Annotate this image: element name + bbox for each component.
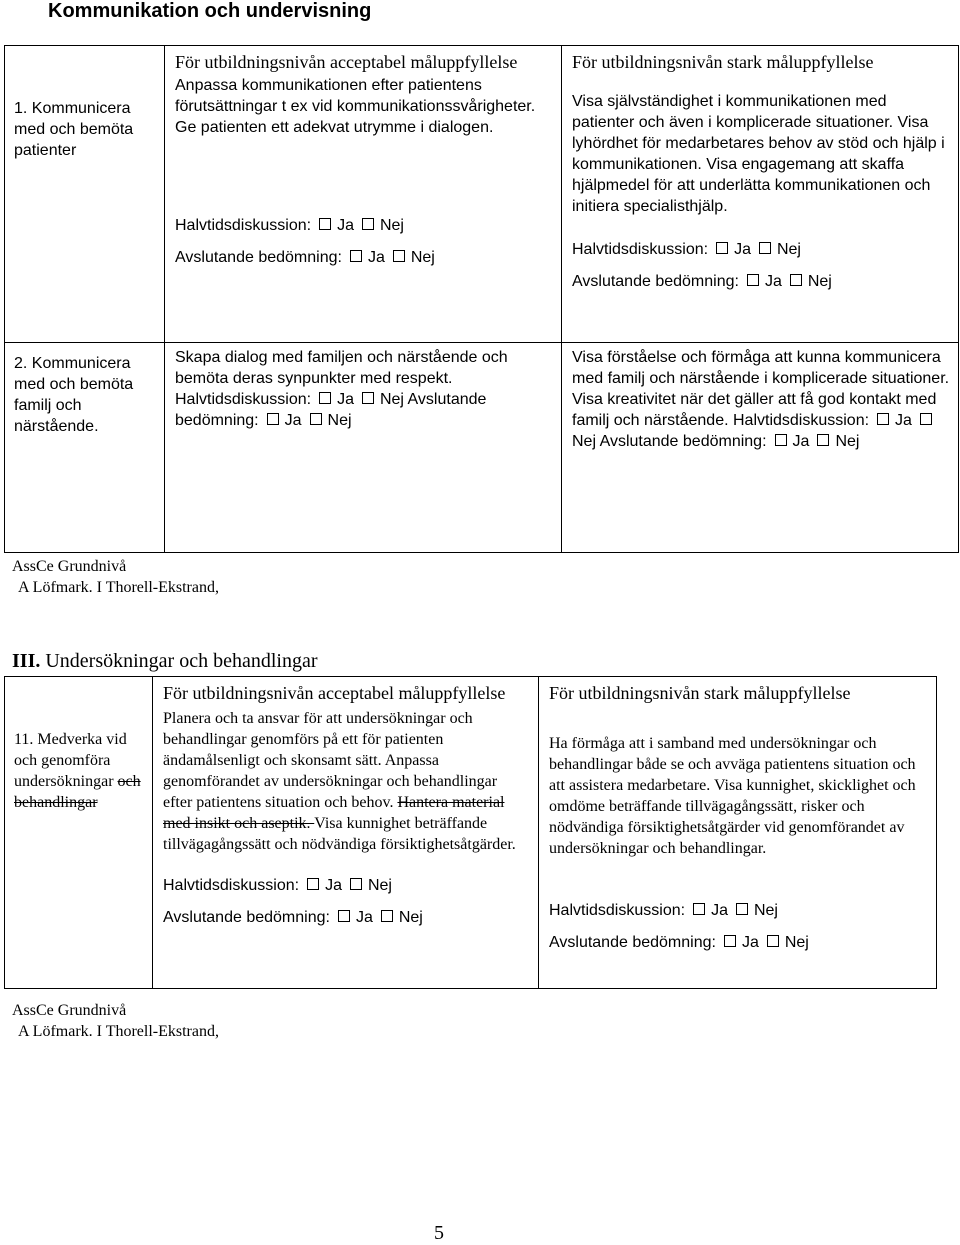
checkbox-yes[interactable]	[319, 392, 331, 404]
acceptable-level-cell	[165, 46, 562, 343]
checkbox-no[interactable]	[393, 250, 405, 262]
checkbox-no[interactable]	[817, 434, 829, 446]
criterion-label: 2. Kommunicera med och bemöta familj och närstående.	[5, 343, 165, 553]
table-row	[5, 343, 959, 553]
checkbox-no[interactable]	[759, 242, 771, 254]
criterion-text: Ha förmåga att i samband med undersökningar och behandlingar både se och avväga patientens situation och att assistera medarbetare. Visa kunnighet, skicklighet och omdöme beträffande tillvägagångssätt, risker och nödvändiga försiktighetsåtgärder vid genomförandet av undersökningar och behandlingar.	[549, 735, 916, 857]
strong-level-cell	[562, 46, 959, 343]
criterion-text: Visa självständighet i kommunikationen med patienter och även i komplicerade situationer. Visa lyhördhet för medarbetares behov av stöd och hjälp i kommunikationen. Visa engagemang att skaffa hjälpmedel för att underlätta kommunikationen och initiera specialisthjälp.	[572, 93, 945, 215]
checkbox-no[interactable]	[310, 413, 322, 425]
acceptable-level-cell	[165, 343, 562, 553]
strong-level-cell	[539, 677, 937, 989]
assessment-midterm: Halvtidsdiskussion: Ja Nej	[175, 217, 404, 234]
checkbox-yes[interactable]	[350, 250, 362, 262]
assessment-midterm: Halvtidsdiskussion: Ja Nej	[549, 902, 778, 919]
criteria-table-examinations	[4, 676, 937, 989]
criterion-text: Visa förståelse och förmåga att kunna kommunicera med familj och närstående i komplicerade situationer. Visa kreativitet när det gäller att få god kontakt med familj och närstående. Halvtidsdiskussion: JaNej Avslutande bedömning: Ja Nej	[572, 349, 950, 450]
criterion-label: 1. Kommunicera med och bemöta patienter	[5, 46, 165, 343]
assessment-final: Avslutande bedömning: Ja Nej	[572, 273, 832, 290]
criterion-label: 11. Medverka vid och genomföra undersökningar och behandlingar	[5, 677, 153, 989]
page-title: Kommunikation och undervisning	[48, 0, 372, 22]
table-row	[5, 677, 937, 989]
checkbox-no[interactable]	[736, 903, 748, 915]
checkbox-no[interactable]	[362, 218, 374, 230]
checkbox-yes[interactable]	[775, 434, 787, 446]
checkbox-no[interactable]	[767, 935, 779, 947]
footer-block: AssCe Grundnivå A Löfmark. I Thorell-Ekstrand,	[12, 1002, 219, 1040]
column-heading-acceptable: För utbildningsnivån acceptabel måluppfyllelse	[163, 683, 506, 703]
assessment-final: Avslutande bedömning: Ja Nej	[163, 909, 423, 926]
checkbox-yes[interactable]	[319, 218, 331, 230]
checkbox-yes[interactable]	[267, 413, 279, 425]
column-heading-strong: För utbildningsnivån stark måluppfyllelse	[549, 683, 851, 703]
strong-level-cell	[562, 343, 959, 553]
checkbox-yes[interactable]	[716, 242, 728, 254]
checkbox-yes[interactable]	[338, 910, 350, 922]
page-number: 5	[434, 1222, 444, 1244]
criterion-text: Anpassa kommunikationen efter patientens förutsättningar t ex vid kommunikationssvårigheter. Ge patienten ett adekvat utrymme i dialogen.	[175, 77, 536, 136]
assessment-final: Avslutande bedömning: Ja Nej	[549, 934, 809, 951]
section-title: III. Undersökningar och behandlingar	[12, 650, 318, 672]
criterion-text: Planera och ta ansvar för att undersökningar och behandlingar genomförs på ett för patienten ändamålsenligt och skonsamt sätt. Anpassa genomförandet av undersökningar och behandlingar efter patientens situation och behov. Hantera material med insikt och aseptik. Visa kunnighet beträffande tillvägagångssätt och nödvändiga försiktighetsåtgärder.	[163, 710, 516, 853]
column-heading-strong: För utbildningsnivån stark måluppfyllelse	[572, 52, 874, 72]
checkbox-no[interactable]	[362, 392, 374, 404]
acceptable-level-cell	[153, 677, 539, 989]
footer-block: AssCe Grundnivå A Löfmark. I Thorell-Ekstrand,	[12, 558, 219, 596]
table-row	[5, 46, 959, 343]
checkbox-yes[interactable]	[724, 935, 736, 947]
checkbox-no[interactable]	[790, 274, 802, 286]
checkbox-yes[interactable]	[693, 903, 705, 915]
checkbox-no[interactable]	[350, 878, 362, 890]
checkbox-yes[interactable]	[747, 274, 759, 286]
checkbox-yes[interactable]	[307, 878, 319, 890]
criterion-text: Skapa dialog med familjen och närstående och bemöta deras synpunkter med respekt. Halvtidsdiskussion: Ja Nej Avslutande bedömning: Ja Nej	[175, 349, 508, 429]
checkbox-no[interactable]	[920, 413, 932, 425]
assessment-final: Avslutande bedömning: Ja Nej	[175, 249, 435, 266]
column-heading-acceptable: För utbildningsnivån acceptabel måluppfyllelse	[175, 52, 518, 72]
checkbox-yes[interactable]	[877, 413, 889, 425]
assessment-midterm: Halvtidsdiskussion: Ja Nej	[572, 241, 801, 258]
assessment-midterm: Halvtidsdiskussion: Ja Nej	[163, 877, 392, 894]
criteria-table-communication	[4, 45, 959, 553]
checkbox-no[interactable]	[381, 910, 393, 922]
